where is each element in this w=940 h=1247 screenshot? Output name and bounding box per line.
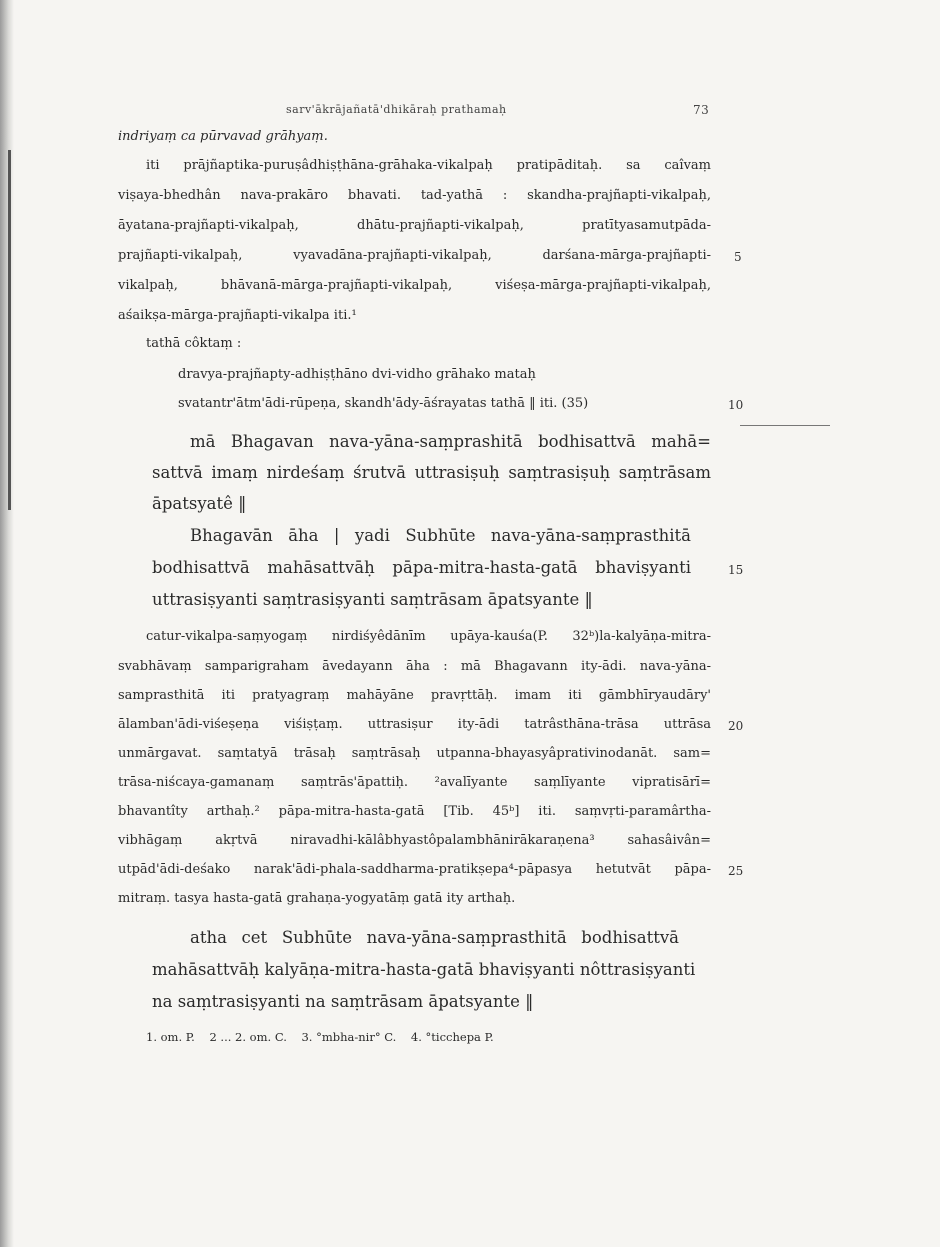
text-line: samprasthitā iti pratyagraṃ mahāyāne pravṛttāḥ. imam iti gāmbhīryaudāry' [118, 688, 711, 703]
text-line: tathā côktaṃ : [146, 336, 242, 351]
text-line: catur-vikalpa-saṃyogaṃ nirdiśyêdānīm upāya-kauśa(P. 32ᵇ)la-kalyāṇa-mitra- [146, 629, 711, 644]
running-head: sarv'ākrājañatā'dhikāraḥ prathamaḥ [286, 103, 507, 116]
text-line: unmārgavat. saṃtatyā trāsaḥ saṃtrāsaḥ utpanna-bhayasyâprativinodanāt. sam= [118, 746, 711, 761]
text-line: viṣaya-bhedhân nava-prakāro bhavati. tad-yathā : skandha-prajñapti-vikalpaḥ, [118, 188, 711, 203]
scan-shadow [8, 150, 11, 510]
text-line: mitraṃ. tasya hasta-gatā grahaṇa-yogyatāṃ gatā ity arthaḥ. [118, 891, 516, 906]
root-text-line: sattvā imaṃ nirdeśaṃ śrutvā uttrasiṣuḥ saṃtrasiṣuḥ saṃtrāsam [152, 463, 711, 482]
text-line: prajñapti-vikalpaḥ, vyavadāna-prajñapti-vikalpaḥ, darśana-mārga-prajñapti- [118, 248, 711, 263]
text-line: vibhāgaṃ akṛtvā niravadhi-kālâbhyastôpalambhānirākaraṇena³ sahasâivân= [118, 833, 711, 848]
verse-line: svatantr'ātm'ādi-rūpeṇa, skandh'ādy-āśrayatas tathā ‖ iti. (35) [178, 396, 589, 411]
text-line: vikalpaḥ, bhāvanā-mārga-prajñapti-vikalpaḥ, viśeṣa-mārga-prajñapti-vikalpaḥ, [118, 278, 711, 293]
line-number: 5 [734, 250, 742, 264]
root-text-line: bodhisattvā mahāsattvāḥ pāpa-mitra-hasta-gatā bhaviṣyanti [152, 558, 691, 577]
page-number: 73 [693, 103, 710, 117]
scan-edge [0, 0, 14, 1247]
text-line: svabhāvaṃ samparigraham āvedayann āha : mā Bhagavann ity-ādi. nava-yāna- [118, 659, 711, 674]
line-number: 20 [728, 719, 744, 733]
root-text-line: āpatsyatê ‖ [152, 494, 247, 513]
text-line: bhavantîty arthaḥ.² pāpa-mitra-hasta-gatā [Tib. 45ᵇ] iti. saṃvṛti-paramârtha- [118, 804, 711, 819]
text-line: āyatana-prajñapti-vikalpaḥ, dhātu-prajñapti-vikalpaḥ, pratītyasamutpāda- [118, 218, 711, 233]
line-number: 10 [728, 398, 744, 412]
root-text-line: mahāsattvāḥ kalyāṇa-mitra-hasta-gatā bhaviṣyanti nôttrasiṣyanti [152, 960, 696, 979]
text-line: ālamban'ādi-viśeṣeṇa viśiṣṭaṃ. uttrasiṣur ity-ādi tatrâsthāna-trāsa uttrāsa [118, 717, 711, 732]
root-text-line: mā Bhagavan nava-yāna-saṃprashitā bodhisattvā mahā= [190, 432, 711, 451]
text-line: aśaikṣa-mārga-prajñapti-vikalpa iti.¹ [118, 308, 357, 323]
text-line: trāsa-niścaya-gamanaṃ saṃtrās'āpattiḥ. ²avalīyante saṃlīyante vipratisārī= [118, 775, 711, 790]
footnotes: 1. om. P. 2 ... 2. om. C. 3. °mbha-nir° C. 4. °ticchepa P. [146, 1030, 494, 1044]
text-line: utpād'ādi-deśako narak'ādi-phala-saddharma-pratikṣepa⁴-pāpasya hetutvāt pāpa- [118, 862, 711, 877]
line-number: 25 [728, 864, 744, 878]
root-text-line: uttrasiṣyanti saṃtrasiṣyanti saṃtrāsam āpatsyante ‖ [152, 590, 593, 609]
root-text-line: na saṃtrasiṣyanti na saṃtrāsam āpatsyante ‖ [152, 992, 534, 1011]
margin-rule [740, 425, 830, 426]
line-number: 15 [728, 563, 744, 577]
root-text-line: Bhagavān āha | yadi Subhūte nava-yāna-saṃprasthitā [190, 526, 691, 545]
text-line: iti prājñaptika-puruṣâdhiṣṭhāna-grāhaka-vikalpaḥ pratipāditaḥ. sa caîvaṃ [146, 158, 711, 173]
root-text-line: atha cet Subhūte nava-yāna-saṃprasthitā bodhisattvā [190, 928, 679, 947]
text-line: indriyaṃ ca pūrvavad grāhyaṃ. [118, 129, 328, 144]
verse-line: dravya-prajñapty-adhiṣṭhāno dvi-vidho grāhako mataḥ [178, 367, 536, 382]
